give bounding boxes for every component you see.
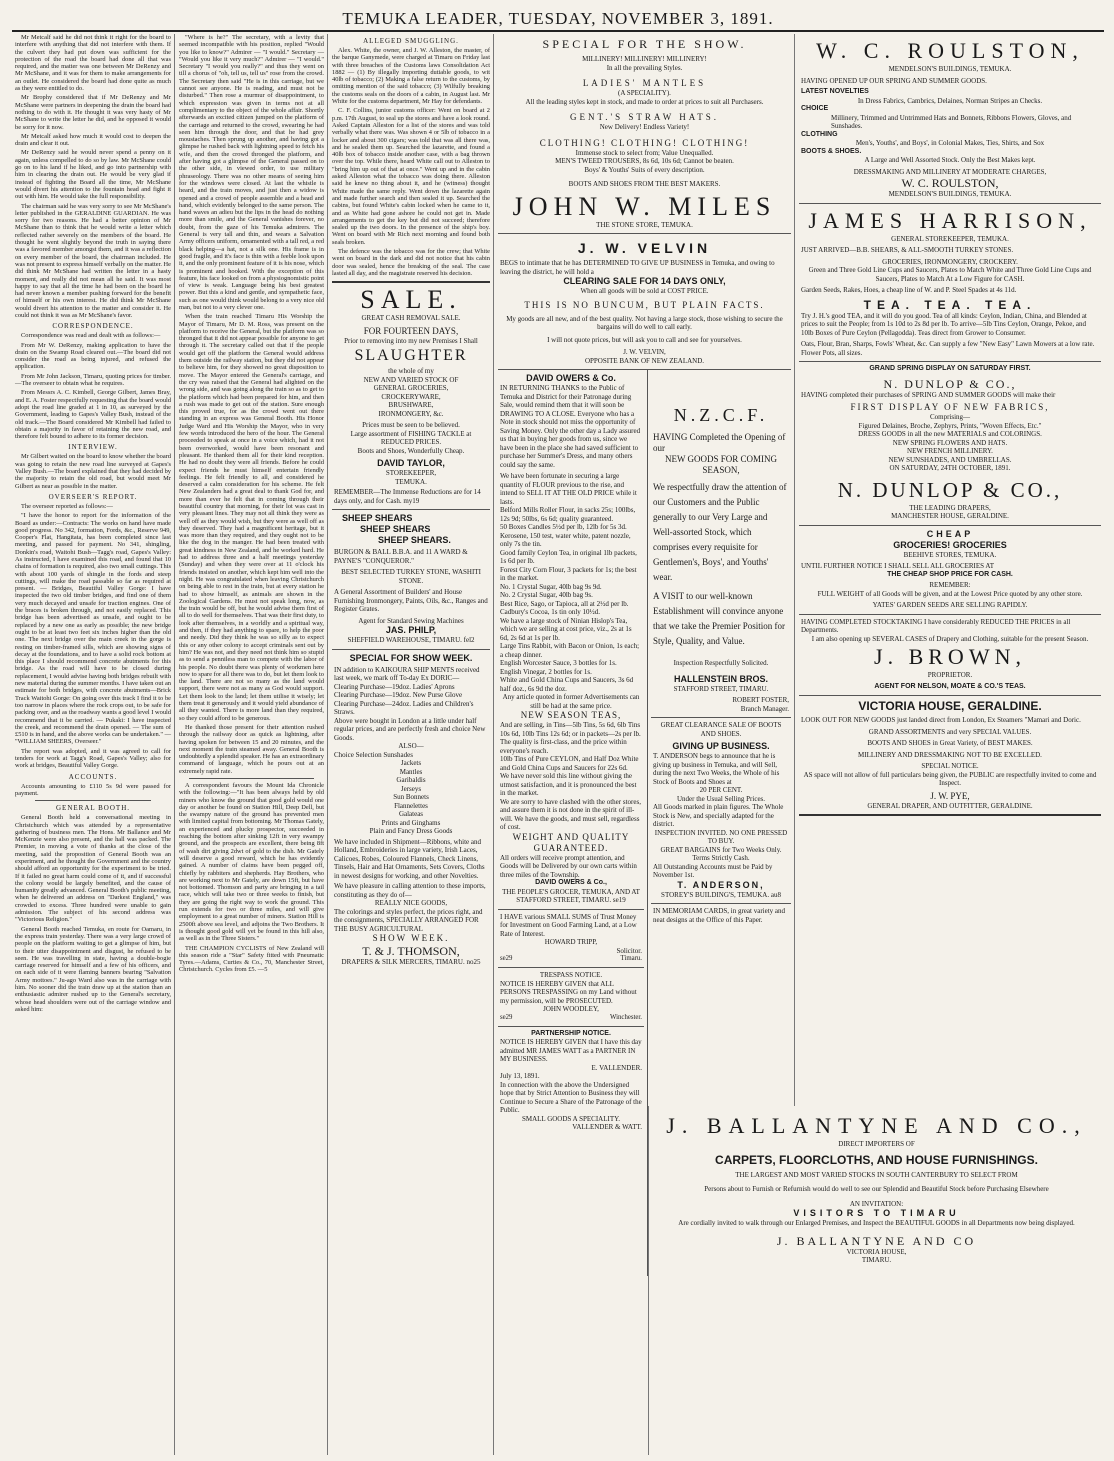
ad-line: MENDELSON'S BUILDINGS, TEMUKA. xyxy=(888,65,1012,73)
ad-line: THE CHEAP SHOP PRICE FOR CASH. xyxy=(887,570,1013,578)
section-heading: OVERSEER'S REPORT. xyxy=(48,492,138,501)
item-name: No. 2 Crystal Sugar, 40lb bag xyxy=(500,591,584,599)
ad-thomson-show xyxy=(332,650,490,971)
ad-miles xyxy=(498,34,791,234)
article-paragraph: The defence was the tobacco was for the crew; that White went on board in the dark and did not notice that his cabin door was sealed, hence the breaking of the seal. The case lasted all day, and the magistrate reserved his decision. xyxy=(332,248,490,277)
ad-line: Jerseys xyxy=(400,784,422,793)
article-paragraph: General Booth reached Temuka, en route for Oamaru, in the express train yesterday. There was a very large crowd of people on the platform waiting to get a glimpse of him, but to their utter disappointment and disgust, he refused to be seen. He was travelling in state, having a double-bogie carriage reserved for himself and a few of his officers, and on each side of it were flaming banners bearing "Salvation Army mottoes." Ju-ago Ward also was in the carriage with him. No sooner did the train draw up at the station than an enthusiastic admirer rushed up to the General's secretary, whose head shoulders were out of the carriage window and asked him: xyxy=(15,925,171,1013)
ad-line: NOTICE IS HEREBY GIVEN that ALL PERSONS TRESPASSING on my Land without my permission, will be PROSECUTED. xyxy=(500,979,637,1005)
ad-line: Terms Strictly Cash. xyxy=(692,854,750,862)
ad-line: JUST ARRIVED—B.B. SHEARS, & ALL-SMOOTH TURKEY STONES. xyxy=(801,246,1014,254)
ad-line: My goods are all new, and of the best quality. Not having a large stock, those wishing to secure the bargains will do well to call early. xyxy=(506,314,783,331)
ad-line: Above were bought in London at a little under half regular prices, and are perfectly fresh and choice New Goods. xyxy=(334,716,486,742)
ad-line: We have never sold this line without giving the utmost satisfaction, and it is pronounced the best in the market. xyxy=(500,772,637,797)
ad-line: Large assortment of FISHING TACKLE at REDUCED PRICES. xyxy=(350,429,472,447)
ad-line: CLOTHING! CLOTHING! CLOTHING! xyxy=(539,137,750,148)
ad-line: We have been fortunate in securing a large quantity of FLOUR previous to the rise, and intend to SELL IT AT THE OLD PRICE while it lasts. xyxy=(500,472,637,506)
ad-line: YATES' GARDEN SEEDS ARE SELLING RAPIDLY. xyxy=(872,601,1028,609)
ad-line: OPPOSITE BANK OF NEW ZEALAND. xyxy=(584,356,705,365)
item-price: 9s 9d. xyxy=(584,582,602,591)
ad-line: REMEMBER: xyxy=(929,581,971,589)
ad-taylor-sale xyxy=(332,281,490,510)
ad-line: LADIES' MANTLES xyxy=(582,78,707,88)
ad-roulston xyxy=(799,34,1101,204)
ad-line: We are sorry to have clashed with the other stores, and assure them it is not done in the spirit of ill-will. We have the goods, and must sell, regardless of cost. xyxy=(500,797,641,831)
ad-line: SMALL GOODS A SPECIALITY. xyxy=(521,1114,620,1123)
article-paragraph: General Booth held a conversational meeting in Christchurch which was attended by a representative gathering of business men. The Hons. Mr Ballance and Mr McKenzie were also present, and the hall was packed. The Premier, in moving a vote of thanks at the close of the meeting, said the proposition of General Booth was an experiment, and he thought the Government and the country should afford an opportunity for the experiment to be tried. If it failed no great harm could come of it, and if successful the colony would be largely benefited, and the cause of humanity greatly advanced. General Booth's public meeting, when he delivered an address on "Darkest England," was crowded to excess. Three hundred were unable to gain admission. The subject of his second address was "Victorious Religion." xyxy=(15,814,171,924)
item-name: No. 1 Crystal Sugar, 40lb bag xyxy=(500,582,584,591)
ad-place: Timaru. xyxy=(620,955,642,962)
ad-line: IRONMONGERY, &c. xyxy=(378,409,444,418)
ad-line: IN MEMORIAM CARDS, in great variety and neat designs at the Office of this Paper. xyxy=(653,907,786,924)
ad-line: Mantles xyxy=(399,767,423,776)
ad-line: Solicitor. xyxy=(616,946,642,955)
ad-line xyxy=(500,566,642,583)
item-price: 1s tin only 10½d. xyxy=(551,608,601,616)
ad-line: Boys' & Youths' Suits of every description. xyxy=(584,165,705,174)
section-heading: ACCOUNTS. xyxy=(68,772,118,781)
section-heading: INTERVIEW. xyxy=(68,443,118,452)
article-paragraph: THE CHAMPION CYCLISTS of New Zealand will this season ride a "Star" Safety fitted with Pneumatic Tyres.—Adams, Curties & Co., 70, Manchester Street, Christchurch. Cycles from £5. —5 xyxy=(179,944,324,974)
ad-line: THE LEADING DRAPERS, xyxy=(909,503,991,512)
ad-line: SPECIAL NOTICE. xyxy=(921,762,979,770)
ad-line: I will not quote prices, but will ask you to call and see for yourselves. xyxy=(547,335,742,344)
article-paragraph: When the train reached Timaru His Worship the Mayor of Timaru, Mr D. M. Ross, was present on the platform to receive the General, but the platform was so thronged that it did not appear possible for anyone to get through it. The secretary called out that if the people would get off the platform the General would address them outside the railway station, but they did not appear to believe him, for they showed no great disposition to move. The Mayor entered the General's carriage, and the cry was raised that the General had alighted on the wrong side, and was going along the train so as to get to the platform which had been prepared for him, and then a rush was made to get out of the station. Sure enough this proved true, for as the crowd went out there standing in an express was General Booth. His Honor Judge Ward and His Worship the Mayor, who in very few words introduced the hero of the hour. The General proceeded to speak at once in a voice which, had it not been overworked, would have been resonant and pleasant. He thanked them all for their kind reception. He had no doubt they were all friends. Before he could expect friends he must himself entertain friendly feelings. He felt friendly to all, and considered he deserved a calm consideration for his scheme. He felt New Zealanders had a great deal to thank God for, and more than ever he felt that in coming through their beautiful country that morning, for their lot was cast in very pleasant lines. They may not all think they were as well off as they would wish, but they were as well off as they deserved. They had a magnificent heritage, but it was more than they required, and they ought not to be like the dog in the manger. He had been treated with great kindness in New Zealand, and he worked hard. He had to address three and a half meetings yesterday (Sunday) and when they were over at 11 o'clock his friends insisted on another, which kept him well into the night. He was congratulated when leaving Christchurch on being able to rest in the train, but at every station he had to show himself, as animals are shown in the Zoological Gardens. He must not speak long, now, as the train would be off, but he would advise them first of all to do well for themselves. That was their first duty, to look after themselves, in a worldly and a spiritual way, and then, if they had anything to spare, to help the poor and needy. Did they think he was so silly as to expect this or any other colony to accept criminals sent out by him? He was not, and they need not think him so stupid as to send a penniless man to compete with the labor of his people. No doubt there was plenty of workmen here now to spare for all there was to do, but let them look to the land. There are not so many as the land would support, there were not as many as God would support. Let them look to the land; let them utilise it wisely; let them treat it generously and it would yield abundance of all they wanted. There is more land than they required, so they could afford to be generous. xyxy=(179,313,324,722)
ad-velvin xyxy=(498,234,791,370)
ad-code: se29 xyxy=(500,955,513,962)
ad-headline: SHEEP SHEARS. xyxy=(378,535,451,546)
ad-line: REALLY NICE GOODS, xyxy=(374,899,448,908)
ad-line: INSPECTION INVITED. NO ONE PRESSED TO BUY. xyxy=(654,828,788,845)
ad-headline: J. BROWN, xyxy=(874,644,1026,669)
ad-harrison xyxy=(799,204,1101,363)
ad-partnership xyxy=(498,1027,644,1136)
ad-line: Jackets xyxy=(400,759,422,768)
ad-line: NEW SPRING FLOWERS AND HATS. xyxy=(892,438,1008,447)
ad-line: July 13, 1891. xyxy=(500,1072,540,1080)
ad-line: I am also opening up SEVERAL CASES of Drapery and Clothing, suitable for the present Season. xyxy=(811,634,1089,643)
article-paragraph: Alex. White, the owner, and J. W. Alleston, the master, of the barque Ganymede, were charged at Timaru on Friday last with three breaches of the Customs laws Consolidation Act 1882 — (1) By illegally importing dutiable goods, to wit 40lb of tobacco; (2) Making a false return to the customs, by omitting mention of the said tobacco; (3) Wilfully breaking the customs seals on the doors of a cabin, in August last. Mr White for the customs department, Mr Hay for defendants. xyxy=(332,47,490,106)
ad-line: UNTIL FURTHER NOTICE I SHALL SELL ALL GROCERIES AT xyxy=(801,562,994,570)
ad-line: GRAND ASSORTMENTS and very SPECIAL VALUES. xyxy=(868,727,1032,736)
ad-line: And are selling, in Tins—5lb Tins, 5s 6d, 6lb Tins 10s 6d, 10lb Tins 12s 6d; or in packets—2s per lb. xyxy=(500,721,641,738)
ad-line: MEN'S TWEED TROUSERS, 8s 6d, 10s 6d; Cannot be beaten. xyxy=(555,157,734,165)
ad-line: HAVING COMPLETED STOCKTAKING I have considerably REDUCED THE PRICES in all Departments. xyxy=(801,617,1071,634)
ad-line: TIMARU. xyxy=(861,1256,892,1264)
section-heading: CORRESPONDENCE. xyxy=(52,322,134,331)
divider xyxy=(189,778,314,779)
item-price: 2 bottles for 1s. xyxy=(548,667,592,676)
ad-line: Figured Delaines, Broche, Zephyrs, Prints, "Woven Effects, Etc." xyxy=(858,421,1042,430)
ad-line: Men's, Youths', and Boys', in Colonial Makes, Ties, Shirts, and Sox xyxy=(855,139,1045,147)
ad-line: NEW SEASON TEAS, xyxy=(520,710,622,720)
ad-trespass xyxy=(498,968,644,1027)
ad-line: Galateas xyxy=(398,810,424,819)
ad-line: DRESS GOODS in all the new MATERIALS and COLORINGS. xyxy=(858,430,1042,438)
ad-line: MENDELSON'S BUILDINGS, TEMUKA. xyxy=(888,190,1012,198)
ad-line xyxy=(500,506,642,523)
ad-line: Branch Manager. xyxy=(740,704,789,713)
ad-line xyxy=(500,523,642,532)
ad-line: DRESSMAKING AND MILLINERY AT MODERATE CHARGES, xyxy=(853,167,1047,176)
ad-line: ON SATURDAY, 24TH OCTOBER, 1891. xyxy=(889,464,1011,472)
ad-line: In all the prevailing Styles. xyxy=(606,63,683,72)
ad-headline: SPECIAL FOR SHOW WEEK. xyxy=(349,652,473,663)
ad-line: GENERAL GROCERIES, xyxy=(373,384,449,393)
column-2 xyxy=(176,34,328,1455)
ad-line xyxy=(500,549,642,566)
ad-line: Oats, Flour, Bran, Sharps, Fowls' Wheat, &c. Can supply a few "New Easy" Lawn Mowers at a low rate. Flower Pots, all sizes. xyxy=(801,340,1095,357)
section-heading: ALLEGED SMUGGLING. xyxy=(363,37,459,45)
ad-line: Boots and Shoes, Wonderfully Cheap. xyxy=(357,446,465,455)
item-price: 3s 6d half doz., 6s 9d the doz. xyxy=(500,676,634,693)
ad-line: AS space will not allow of full particulars being given, the PUBLIC are respectfully invited to come and Inspect. xyxy=(803,770,1097,787)
ad-line xyxy=(500,532,642,549)
ad-line: Prints and Ginghams xyxy=(381,818,441,827)
ad-line: 20 PER CENT. xyxy=(699,786,743,794)
ad-line: THE STONE STORE, TEMUKA. xyxy=(596,220,693,229)
ad-signature: VALLENDER & WATT. xyxy=(572,1123,642,1131)
ad-line: NOTICE IS HEREBY GIVEN that I have this day admitted MR JAMES WATT as a PARTNER IN MY BUSINESS. xyxy=(500,1038,642,1063)
ad-headline: DAVID OWERS & Co. xyxy=(526,373,616,383)
article-paragraph: The overseer reported as follows:— xyxy=(21,502,113,510)
ad-line: Green and Three Gold Line Cups and Saucers, Plates to Match White and Three Gold Line Cups and Saucers, Plates to Match At a Low Figure for CASH. xyxy=(808,266,1092,283)
article-paragraph: Mr Gilbert waited on the board to know whether the board was going to retain the new road line surveyed at Gapes's Valley Bush.—The board explained that they had decided by the majority to retain the old road, but would meet Mr Gilbert as near as possible in the matter. xyxy=(15,453,171,490)
item-name: Kerosene, 150 test, water white, patent nozzle, only xyxy=(500,531,631,548)
ad-headline: W. C. ROULSTON, xyxy=(816,38,1084,63)
ad-line: DRAPERS & SILK MERCERS, TIMARU. no25 xyxy=(341,958,481,967)
ad-line: Millinery, Trimmed and Untrimmed Hats and Bonnets, Ribbons Flowers, Gloves, and Sunshades. xyxy=(831,113,1072,130)
ad-line: HAVING Completed the Opening of our xyxy=(653,432,786,453)
ad-line: Agent for Standard Sewing Machines xyxy=(358,616,464,625)
ad-line: NEW SUNSHADES, AND UMBRELLAS. xyxy=(888,455,1012,464)
ad-code: se29 xyxy=(500,1013,513,1021)
ad-line: Persons about to Furnish or Refurnish would do well to see our Splendid and Beautiful Stock before Purchasing Elsewhere xyxy=(704,1185,1049,1193)
ad-line: GENERAL STOREKEEPER, TEMUKA. xyxy=(891,234,1009,243)
ad-line: LATEST NOVELTIES xyxy=(801,88,869,95)
ad-line: ALSO— xyxy=(398,742,424,751)
item-name: Forest City Corn Flour, xyxy=(500,565,566,574)
ad-line: We have included in Shipment—Ribbons, white and Holland, Embroideries in large variety, Irish Laces, Calicoes, Robes, Coloured Flannels, Check Linens, Tinsels, Hair and Hat Ornaments, Sets Covers, Cloths in newest designs for working, and other Novelties. xyxy=(334,837,485,880)
ad-nzcf xyxy=(651,370,791,718)
ad-line: New Delivery! Endless Variety! xyxy=(599,123,690,131)
ad-line: FIRST DISPLAY OF NEW FABRICS, xyxy=(850,402,1050,412)
ad-headline: GROCERIES! GROCERIES xyxy=(893,539,1007,550)
ad-line: Immense stock to select from; Value Unequalled. xyxy=(575,148,714,157)
ad-line: Inspection Respectfully Solicited. xyxy=(673,659,769,667)
ad-line xyxy=(500,642,642,659)
ad-beehive xyxy=(799,526,1101,615)
item-name: Good family Ceylon Tea, in original 1lb packets, xyxy=(500,548,637,557)
item-price: 25s; 100lbs, 12s 9d; 50lbs, 6s 6d; quality guaranteed. xyxy=(500,506,636,523)
item-name: Cadbury's Cocoa, xyxy=(500,608,550,616)
ad-signature: J. W. VELVIN, xyxy=(623,348,666,356)
article-paragraph: Mr Brophy considered that if Mr DeRenzy and Mr McShane were partners in deepening the drain the board had nothing to do with it. He thought it was very hasty of Mr McShane to write the letter he did, and he opposed it would be sorry for it now. xyxy=(15,94,171,131)
ad-line: NEW AND VARIED STOCK OF xyxy=(363,375,459,384)
ad-line: BEEHIVE STORES, TEMUKA. xyxy=(903,550,997,559)
ad-line: Garden Seeds, Rakes, Hoes, a cheap line of W. and P. Steel Spades at 4s 11d. xyxy=(801,286,1017,294)
ad-line: (A SPECIALITY). xyxy=(618,89,671,97)
ad-headline: J. BALLANTYNE AND CO., xyxy=(666,1113,1087,1138)
ad-signature: W. C. ROULSTON, xyxy=(901,176,999,190)
ad-line: FULL WEIGHT of all Goods will be given, and at the Lowest Price quoted by any other store. xyxy=(817,589,1083,598)
ad-headline: TRESPASS NOTICE. xyxy=(539,971,603,979)
ad-line: STAFFORD STREET, TIMARU. xyxy=(673,684,769,693)
ad-headline: GIVING UP BUSINESS. xyxy=(672,741,770,751)
ad-headline: GRAND SPRING DISPLAY ON SATURDAY FIRST. xyxy=(869,365,1031,372)
article-paragraph: Mr Metcalf said he did not think it right for the board to interfere with anything that did not interfere with them. If the culvert they had put down was sufficient for the protection of the road the board had done all that was required, and the matter was one between Mr DeRenzy and Mr McShane, and it was for them to make arrangements for an outlet. He considered the board had done quite as much as they were entitled to do. xyxy=(15,34,171,93)
ad-line: Clearing Purchase—19doz. Ladies' Aprons xyxy=(334,682,455,691)
ad-line: CROCKERYWARE, xyxy=(381,392,441,401)
ad-tripp xyxy=(498,910,644,969)
ad-line: HAVING OPENED UP OUR SPRING AND SUMMER GOODS. xyxy=(801,76,987,85)
ad-headline: JOHN W. MILES xyxy=(512,191,777,221)
ad-line: Sun Bonnets xyxy=(393,793,429,802)
article-paragraph: He thanked those present for their attention rushed through the railway door as quick as lightning, after having spoken for between 15 and 20 minutes, and the next moment the train steamed away. General Booth is undoubtedly a splendid speaker. He has an extraordinary command of language, which he pours out at an extremely rapid rate. xyxy=(179,723,324,775)
ad-headline: JAMES HARRISON, xyxy=(808,207,1092,233)
article-paragraph: Mr DeRenzy said he would never spend a penny on it again, unless compelled to do so by law. Mr McShane could go on to his land if he liked, and go into partnership with him in clearing the drain out. He would be very glad if instead of fighting the Board all the time, Mr McShane would divert his attention to the fountain head and fight it out with him. He would take the full responsibility. xyxy=(15,149,171,201)
ad-line: STOREKEEPER, xyxy=(385,469,437,478)
item-price: 9s. xyxy=(584,591,593,599)
ad-line: MILLINERY AND DRESSMAKING NOT TO BE EXCELLED. xyxy=(858,750,1042,759)
ad-signature: N. DUNLOP & CO., xyxy=(883,376,1017,391)
ad-headline: N.Z.C.F. xyxy=(673,405,769,425)
ad-headline: VICTORIA HOUSE, GERALDINE. xyxy=(858,699,1042,713)
ad-line: Plain and Fancy Dress Goods xyxy=(369,827,453,836)
item-name: Best Rice, Sago, or Tapioca, xyxy=(500,599,580,608)
ad-line: BOOTS & SHOES. xyxy=(801,147,862,155)
ad-headline: CHEAP xyxy=(926,528,974,539)
ad-line: GENT.'S STRAW HATS. xyxy=(569,112,720,122)
ad-line: BURGON & BALL B.B.A. and 11 A WARD & PAYNE'S "CONQUEROR." xyxy=(334,548,468,565)
ad-line: When all goods will be sold at COST PRICE. xyxy=(580,287,709,295)
ad-line: VICTORIA HOUSE, xyxy=(846,1247,907,1256)
ad-line: SHOW WEEK. xyxy=(372,933,450,944)
ad-line: MILLINERY! MILLINERY! MILLINERY! xyxy=(582,55,707,63)
ad-signature: JOHN WOODLEY, xyxy=(543,1005,599,1013)
item-name: Large Tins Rabbit, with Bacon or Onion, xyxy=(500,642,615,650)
ad-line: BOOTS AND SHOES FROM THE BEST MAKERS. xyxy=(568,180,721,188)
ad-line: In Dress Fabrics, Cambrics, Delaines, Norman Stripes an Checks. xyxy=(857,96,1043,105)
ad-signature: J. W. PYE, xyxy=(930,790,970,801)
ad-line: NEW GOODS FOR COMING SEASON, xyxy=(664,454,778,475)
ad-signature: J. BALLANTYNE AND CO xyxy=(776,1233,977,1248)
ad-line: WEIGHT AND QUALITY GUARANTEED. xyxy=(512,831,630,853)
ad-line: LOOK OUT FOR NEW GOODS just landed direct from London, Ex Steamers "Mamari and Doric. xyxy=(801,716,1081,724)
masthead: TEMUKA LEADER, TUESDAY, NOVEMBER 3, 1891. xyxy=(12,8,1104,32)
ad-line xyxy=(500,591,642,600)
section-heading: GENERAL BOOTH. xyxy=(55,804,130,813)
item-name: English Worcester Sauce, xyxy=(500,659,572,667)
ad-line: ROBERT FOSTER, xyxy=(732,696,789,704)
column-3 xyxy=(329,34,494,1455)
ad-line xyxy=(500,1014,642,1022)
ad-headline: GREAT CLEARANCE SALE OF BOOTS AND SHOES. xyxy=(660,721,782,738)
ad-line xyxy=(500,659,642,668)
ad-headline: SHEEP SHEARS xyxy=(342,513,413,524)
item-price: 5½d per lb, 12lb for 5s 3d. xyxy=(552,523,627,531)
item-price: 1s each; a cheap dinner. xyxy=(500,642,640,659)
ad-signature: DAVID OWERS & Co., xyxy=(535,879,607,886)
ad-dunlop xyxy=(799,362,1101,526)
item-name: White and Gold China Cups and Saucers, xyxy=(500,676,617,684)
ad-line: Any article quoted in former Advertisements can still be had at the same price. xyxy=(502,693,640,710)
ad-headline: SLAUGHTER xyxy=(354,347,468,365)
article-paragraph: From Messrs A. C. Kimbell, George Gilbert, James Bray, and E. A. Foster respectfully requesting that the board would adopt the road line graded at 1 in 10, as surveyed by the Government, leading to Gapes's Valley Bush, instead of the old track.—The Board considered Mr Kimbell had failed to obtain a majority in favor of retaining the new road, and therefore felt bound to adhere to its former decision. xyxy=(15,389,171,441)
ad-line: FOR FOURTEEN DAYS, xyxy=(363,325,459,336)
article-paragraph: The chairman said he was very sorry to see Mr McShane's letter published in the GERALDINE GUARDIAN. He was sorry for two reasons. He had a better opinion of Mr McShane than to think that he would write a letter which reflected rather severely on the members of the board. He thought he went slightly beyond the truth in saying there was a favored member amongst them, and it was a reflection on every member of the board, the chairman included. He was not present to express himself verbally on the matter. He did think Mr McShane had written the letter in a hasty moment, and really did not mean all he said. It was most happy to say that all the time he had been on the board he had never known a member pushing forward for the benefit of himself or his own interest. He did think Mr McShane would divert his attention to the matter and consider it. He could not think it was as Mr McShane's favor. xyxy=(15,202,171,319)
ad-line: the whole of my xyxy=(388,367,434,376)
ad-signature: T. & J. THOMSON, xyxy=(362,944,460,959)
ad-line xyxy=(500,600,642,609)
ad-line: Under the Usual Selling Prices. xyxy=(676,794,766,803)
ad-owers xyxy=(498,370,644,910)
ad-line: GENERAL DRAPER, AND OUTFITTER, GERALDINE. xyxy=(867,801,1033,810)
ad-line: All the leading styles kept in stock, and made to order at prices to suit all Purchasers. xyxy=(525,97,764,106)
ad-line: BOOTS AND SHOES in Great Variety, of BEST MAKES. xyxy=(867,739,1033,747)
ad-headline: PARTNERSHIP NOTICE. xyxy=(531,1029,611,1037)
ad-line: Prices must be seen to be believed. xyxy=(362,421,460,430)
ad-headline: VISITORS TO TIMARU xyxy=(793,1208,960,1218)
ad-line: All orders will receive prompt attention, and Goods will be Delivered by our own carts within three miles of the Township. xyxy=(500,853,637,879)
ad-signature: E. VALLENDER. xyxy=(591,1063,642,1072)
ad-line: We respectfully draw the attention of our Customers and the Public generally to our Very Large and Well-assorted Stock, which comprises every requisite for Gentlemen's, Boys', and Youths' wear. xyxy=(653,482,787,582)
article-paragraph: C. F. Collins, junior customs officer: Went on board at 2 p.m. 17th August, to seal up the stores and have a look round. Asked Captain Alleston for a list of the stores and was told verbally what there was. Was shown 4 or 5lb of tobacco in a locker and about 300 cigars; was told that was all there was, and he sealed them up. Searched the lazarette, and found a 40lb box of tobacco inside another case, with a bag thrown over the top. While there, heard White call out to Alleston to "bring him up out of that at once." Went up and in the cabin asked Alleston what the tobacco was doing there. Alleston said he knew no thing about it, and he (witness) thought White made the same reply. Went down the lazarette again and made further search and then sealed it up. Searched the cabins, but found White's cabin locked when he came to it, and as White had gone ashore he could not get in. Made arrangements to get the key but did not succeed; therefore sealed up the two doors. In the presence of the ship's boy. Went on board with Mr Rich next morning and found both seals broken. xyxy=(332,107,490,246)
ad-ballantyne xyxy=(648,1106,1104,1455)
item-name: 50 Boxes Candles xyxy=(500,523,551,531)
ad-memoriam xyxy=(651,904,791,928)
ad-line: MANCHESTER HOUSE, GERALDINE. xyxy=(891,512,1009,520)
article-paragraph: From Mr John Jackson, Timaru, quoting prices for timber.—The overseer to obtain what he requires. xyxy=(15,372,171,388)
ad-line: The quality is first-class, and the price within everyone's reach. xyxy=(500,738,627,755)
ad-line: Comprising— xyxy=(929,413,971,421)
ad-pye xyxy=(799,696,1101,816)
ad-line: BEGS to intimate that he has DETERMINED TO GIVE UP BUSINESS in Temuka, and owing to leaving the district, he will hold a xyxy=(500,259,775,276)
ad-place: Winchester. xyxy=(610,1013,642,1021)
article-paragraph: From Mr W. DeRenzy, making application to have the drain on the Swamp Road cleared out.—The board did not consider the road as being injured, and refused the application. xyxy=(15,341,171,371)
ad-line: HAVING completed their purchases of SPRING AND SUMMER GOODS will make their xyxy=(801,390,1056,399)
ad-title: SALE. xyxy=(360,285,462,315)
ad-line xyxy=(500,955,642,963)
ad-line: All Goods marked in plain figures. The Whole Stock is New, and specially adapted for the district. xyxy=(653,803,784,828)
ad-headline: SPECIAL FOR THE SHOW. xyxy=(542,37,747,51)
ad-line xyxy=(500,668,642,677)
ad-line: In connection with the above the Undersigned hope that by Strict Attention to Business they will Continue to Secure a Share of the Patronage of the Public. xyxy=(500,1080,642,1114)
article-paragraph: Accounts amounting to £110 5s 9d were passed for payment. xyxy=(15,782,171,797)
ad-line: CLEARING SALE FOR 14 DAYS ONLY, xyxy=(563,276,726,286)
ad-signature: HALLENSTEIN BROS. xyxy=(673,673,768,684)
ad-line: BRUSHWARE, xyxy=(388,401,434,410)
ad-line: REMEMBER—The Immense Reductions are for 14 days only, and for Cash. my19 xyxy=(334,488,481,505)
ad-line: GREAT BARGAINS for Two Weeks Only. xyxy=(660,845,782,854)
columns xyxy=(12,34,1104,1455)
ad-line: Clearing Purchase—19doz. New Purse Glove xyxy=(334,691,463,700)
ad-headline: J. W. VELVIN xyxy=(577,240,712,256)
column-1 xyxy=(12,34,175,1455)
item-price: 3 bottles for 1s. xyxy=(573,659,617,667)
ad-line: I HAVE various SMALL SUMS of Trust Money for Investment on Good Farming Land, at a Low Rate of Interest. xyxy=(500,912,637,938)
ad-line: AGENT FOR NELSON, MOATE & CO.'S TEAS. xyxy=(874,682,1026,690)
ad-line: Flannelettes xyxy=(394,801,428,810)
item-price: 1s 6d per lb. xyxy=(500,557,535,565)
ad-subcolumn-left xyxy=(498,370,648,1276)
ad-signature: T. ANDERSON, xyxy=(677,879,765,890)
ad-line xyxy=(500,608,642,617)
ad-line: TEMUKA. xyxy=(395,477,427,486)
ad-line: 10lb Tins of Pure CEYLON, and Half Doz White and Gold China Cups and Saucers for 22s 6d. xyxy=(500,755,639,772)
ad-line: Prior to removing into my new Premises I Shall xyxy=(344,336,478,345)
article-paragraph: "Where is he?" The secretary, with a levity that seemed incompatible with his position, replied "Would you like to know?" Admirer — "I would." Secretary — "Would you like it very much?" Admirer — "I would." Secretary "I would you really?" and thus they went on till a chorus of "oh, tell us, tell us" rose from the crowd. The Secretary then said "He is in this carriage, but we cannot see anyone. He is reading, and must not be disturbed." Then rose a murmur of disappointment, to which expression was given in terms not at all complimentary to the object of the whole affair. Shortly afterwards an excited citizen jumped on the platform of the carriage and returned to the crowd, swearing he had seen him through the door, and that he had grey moustaches. Then sprung up another, and having got a glimpse he rushed back with lightning speed to fetch his wife, and then the crowd thronged the platform, and after having got a glimpse of the General passed on to the other side, in viewed order, to use military phraseology. There was no other means of seeing him for the windows were closed. At last the whistle is heard, and the train moves, and just then a widow is opened and a crowd of people assemble and a head and hand, which evidently belonged to the same person. The hand waves an adieu but the lips in the head do nothing more than smile, and the General vanishes forever, no doubt, from the gaze of his Temuka admirers. The General is very tall and thin, and wears a Salvation Army officers uniform, ornamented with a tall red, a red black helping—a hat, not a silk one. His frame is in good fragile, and it's face is thin with a feeble look upon it, and the only prominent feature of it is his nose, which is prominent and hooked. With the exception of this feature, his face looked on from a physiognomistic point of view is weak. Language being his best greatest power. But this a kind and gentle, and sympathetic face, such as one would think would belong to a very nice old man, but not to a very clever one. xyxy=(179,34,324,311)
ad-line: THE LARGEST AND MOST VARIED STOCKS IN SOUTH CANTERBURY TO SELECT FROM xyxy=(735,1170,1018,1179)
ad-philp-shears xyxy=(332,510,490,650)
ad-line xyxy=(500,583,642,592)
ad-line: Are cordially invited to walk through our Enlarged Premises, and Inspect the BEAUTIFUL GOODS in all Departments now being displayed. xyxy=(678,1219,1075,1227)
item-name: English Vinegar, xyxy=(500,667,547,676)
ad-line: IN addition to KAIKOURA SHIP MENTS received last week, we mark off To-day Ex DORIC— xyxy=(334,665,480,683)
article-paragraph: "I have the honor to report for the information of the Board as under:—Contracts: The works on hand have made good progress. No 342, formation, Fords, &c., Reserve 949, Cooper's Flat, Hangitata, has been completed since last meeting, and passed for payment. No 341, shingling, Donkin's road, Waitohi Bush—Tagg's road, Gapes's Valley: As instructed, I have examined this road, and found that 10 chains of formation is required, also two small cuttings. This with about 100 yards of shingle in the fords and steep cuttings, will make the road passable so far as required at present. — Bridges, Beautiful Valley Gorge: I have inspected the two old timber bridges, and find one of them very much decayed and unsafe for traction engines. One of the braces is broken through, and not easily replaced. This bridge has been advertised as unsafe, and ought to be replaced by a new one as early as possible; the new bridge ought to be at least two feet six inches higher than the old one. The next bridge over the main creek in the gorge is resting on timber-framed sills, which are showing signs of decay at the foundations, and to have a solid rock bottom at this place I should recommend concrete abutments for this bridge. As the road will have to be closed during replacement, I would advise having both bridges rebuilt with new material during the summer months. I have taken out an estimate for both bridges, with concrete abutments—Brick Track Waitohi Gorge: On going over this track I find it to be too narrow in places where the rock crops out, to be safe for packing over, and as the roadway wants a good level I would recommend that it be carried. — Pukaki: I have inspected the creek, and recommend the drain opened. — The sum of £510 is in hand, and the above works can be undertaken." — "WILLIAM SHEERS, Overseer." xyxy=(15,512,171,746)
ad-line: IN RETURNING THANKS to the Public of Temuka and District for their Patronage during Sale, would remind them that it will soon be DRAWING TO A CLOSE. Everyone who has a Note in stock should not miss the opportunity of Saving Money. Only the other day a Lady assured us that in buying her goods from us, since we have been in the place she had saved sufficient to purchase her Summer's Dress, and many others could say the same. xyxy=(500,384,641,469)
ad-line: A General Assortment of Builders' and House Furnishing Ironmongery, Paints, Oils, &c., Ranges and Register Grates. xyxy=(334,588,488,614)
ad-headline: TEA. TEA. TEA. xyxy=(863,297,1037,312)
ad-line: GREAT CASH REMOVAL SALE. xyxy=(361,314,461,323)
ad-anderson xyxy=(651,718,791,904)
ad-line: The colorings and styles perfect, the prices right, and the consignments, SPECIALLY ARRANGED FOR THE BUSY AGRICULTURAL xyxy=(334,907,483,933)
ad-signature: DAVID TAYLOR, xyxy=(377,458,445,469)
ad-line: All Outstanding Accounts must be Paid by November 1st. xyxy=(653,862,773,879)
ad-signature: HOWARD TRIPP, xyxy=(544,938,598,946)
ad-line: GROCERIES, IRONMONGERY, CROCKERY. xyxy=(882,257,1018,266)
ad-line: PROPRIETOR. xyxy=(927,671,973,679)
ad-line: CHOICE xyxy=(801,105,829,112)
ad-line: THE PEOPLE'S GROCER, TEMUKA, AND AT STAFFORD STREET, TIMARU. se19 xyxy=(502,887,640,904)
ad-line: THIS IS NO BUNCUM, BUT PLAIN FACTS. xyxy=(524,299,765,310)
item-name: Belford Mills Roller Flour, in sacks xyxy=(500,506,600,514)
ad-line: Choice Selection Sunshades xyxy=(334,750,413,759)
ad-line: NEW FRENCH MILLINERY. xyxy=(907,447,993,455)
article-paragraph: Correspondence was read and dealt with as follows:— xyxy=(21,332,161,340)
ad-line: SHEFFIELD WAREHOUSE, TIMARU. fel2 xyxy=(347,636,475,645)
ad-line: BEST SELECTED TURKEY STONE, WASHITI STONE. xyxy=(341,568,481,585)
ad-line: A VISIT to our well-known Establishment will convince anyone that we take the Premier Position for Style, Quality, and Value. xyxy=(653,591,785,646)
ad-line: Clearing Purchase—24doz. Ladies and Children's Straws. xyxy=(334,699,474,717)
ad-line: STOREY'S BUILDING'S, TEMUKA. au8 xyxy=(661,890,781,899)
ad-signature: JAS. PHILP, xyxy=(385,625,437,636)
ad-headline: SHEEP SHEARS xyxy=(360,524,431,535)
ad-line: Try J. H.'s good TEA, and it will do you good. Tea of all kinds: Ceylon, Indian, China, and Blended at prices to suit the People; from 1s 10d to 2s 8d per lb. To arrive—5lb Tins Ceylon, Orange, Pekoe, and 10lb Boxes of Pure Ceylon (Pellagodda). Teas direct from Grower to Consumer. xyxy=(801,311,1087,337)
item-price: 7s the tin. xyxy=(514,540,542,548)
ad-line: DIRECT IMPORTERS OF xyxy=(838,1140,915,1148)
ad-line: CLOTHING xyxy=(801,130,838,138)
item-price: 3 packets for 1s; the best in the market. xyxy=(500,565,637,582)
ad-line: AN INVITATION: xyxy=(849,1199,904,1208)
ad-headline: N. DUNLOP & CO., xyxy=(837,477,1063,502)
ad-headline: CARPETS, FLOORCLOTHS, AND HOUSE FURNISHINGS. xyxy=(715,1152,1038,1167)
ad-line: Garibaldis xyxy=(396,776,426,785)
ad-line xyxy=(500,676,642,693)
ad-line: A Large and Well Assorted Stock. Only the Best Makes kept. xyxy=(864,156,1036,164)
ad-line: We have pleasure in calling attention to these imports, constituting as they do of— xyxy=(334,882,486,899)
article-paragraph: A correspondent favours the Mount Ida Chronicle with the following:—"It has been always held by old miners who know the ground that good gold would one day or another be found on Station Hill, Deep Dell, but the swampy nature of the ground has prevented men with limited capital from bottoming. Mr Thomas Gately, an experienced and plucky prospector, succeeded in reaching the bottom after sinking 12ft in very swampy ground, and the prospects are excellent, there being 8ft of wash dirt giving 2dwt of gold to the dish. Mr Gately will deserve a good reward, which he has evidently gained. A number of claims have been pegged off, chiefly by rabbiters and shepherds. Hay Brothers, who are working next to Mr Gately, are down 15ft, but have not bottomed. Thomson and party are bringing in a tail race, which will take two or three weeks to finish, but they are going the right way to work the ground. This run extends for two or three miles, and will give employment to a great number of miners. Station Hill is 2500ft above sea level, and adjoins the Two Brothers. It is thought good gold will yet be found in this hill also, as well as in the Three Sisters." xyxy=(179,781,324,943)
item-price: all at 2½d per lb. xyxy=(581,599,629,608)
article-paragraph: Mr Metcalf asked how much it would cost to deepen the drain and clear it out. xyxy=(15,132,171,148)
ad-brown xyxy=(799,615,1101,697)
ad-line: We have a large stock of Ninian Hislop's Tea, which we are selling at cost price, viz., 2s at 1s 6d, 2s 6d at 1s per lb. xyxy=(500,616,632,642)
divider xyxy=(35,800,151,801)
article-paragraph: The report was adopted, and it was agreed to call for tenders for work at Tagg's Road, Gapes's Valley; also for work at bridges, Beautiful Valley Gorge. xyxy=(15,747,171,770)
ad-line: T. ANDERSON begs to announce that he is giving up business in Temuka, and will Sell, during the next Two Weeks, the Whole of his Stock of Boots and Shoes at xyxy=(653,752,780,786)
